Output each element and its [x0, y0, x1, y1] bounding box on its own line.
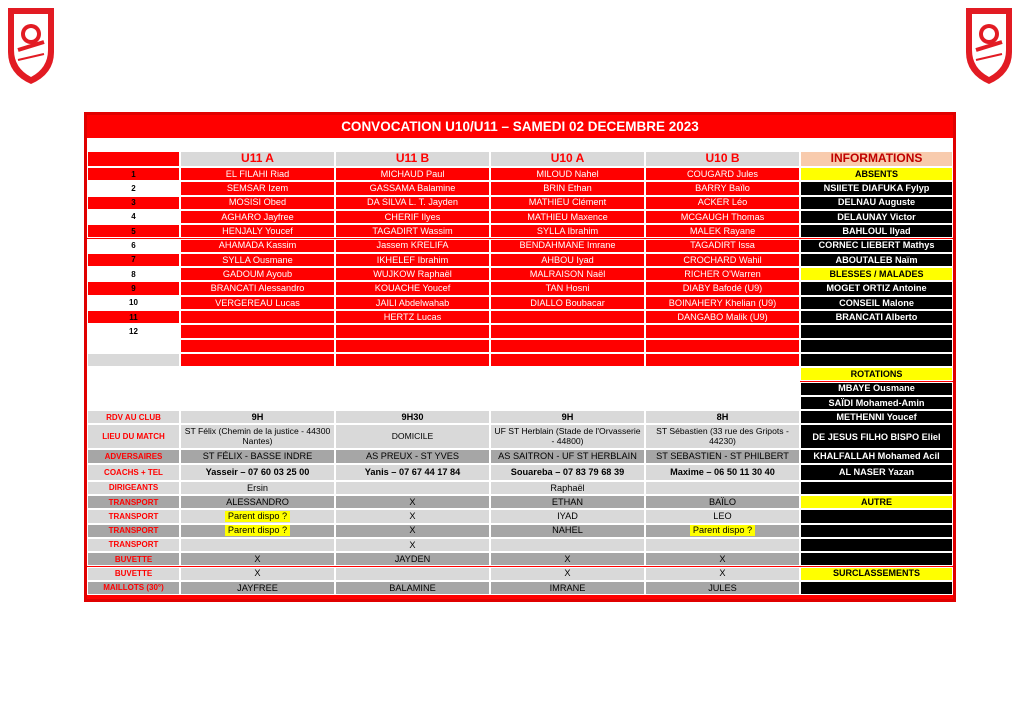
player-name: HERTZ Lucas — [335, 310, 490, 324]
detail-cell: UF ST Herblain (Stade de l'Orvasserie - 44800) — [490, 424, 645, 449]
detail-cell — [645, 481, 800, 495]
detail-cell: ST Sébastien (33 rue des Gripots - 44230) — [645, 424, 800, 449]
empty-row-label — [87, 353, 180, 367]
detail-cell: NAHEL — [490, 524, 645, 538]
player-number: 10 — [87, 296, 180, 310]
detail-cell: X — [180, 567, 335, 581]
team-header: U10 A — [490, 151, 645, 167]
detail-cell: X — [335, 524, 490, 538]
player-name: JAILI Abdelwahab — [335, 296, 490, 310]
detail-cell — [645, 538, 800, 552]
player-number: 11 — [87, 310, 180, 324]
detail-cell: ST SEBASTIEN - ST PHILBERT — [645, 449, 800, 463]
club-crest-logo-right — [962, 6, 1016, 86]
detail-cell — [180, 524, 335, 538]
player-name: MALEK Rayane — [645, 224, 800, 238]
info-cell: BRANCATI Alberto — [800, 310, 953, 324]
detail-cell: Yanis – 07 67 44 17 84 — [335, 464, 490, 481]
player-name: RICHER O'Warren — [645, 267, 800, 281]
empty-row-label — [87, 339, 180, 353]
player-name: AHBOU Iyad — [490, 253, 645, 267]
row-label: TRANSPORT — [87, 538, 180, 552]
detail-cell: Ersin — [180, 481, 335, 495]
detail-cell — [180, 538, 335, 552]
empty-row-cell — [490, 353, 645, 367]
detail-cell: Maxime – 06 50 11 30 40 — [645, 464, 800, 481]
player-name: CROCHARD Wahil — [645, 253, 800, 267]
info-cell — [800, 552, 953, 566]
player-number: 5 — [87, 224, 180, 238]
header-empty — [87, 151, 180, 167]
info-cell: MOGET ORTIZ Antoine — [800, 281, 953, 295]
player-name: MICHAUD Paul — [335, 167, 490, 181]
player-name: KOUACHE Youcef — [335, 281, 490, 295]
club-crest-logo-left — [4, 6, 58, 86]
player-name: TAN Hosni — [490, 281, 645, 295]
player-number: 8 — [87, 267, 180, 281]
info-cell: CONSEIL Malone — [800, 296, 953, 310]
detail-cell: X — [335, 538, 490, 552]
sheet-title: CONVOCATION U10/U11 – SAMEDI 02 DECEMBRE 2023 — [87, 115, 953, 138]
player-number: 1 — [87, 167, 180, 181]
detail-cell: 9H — [180, 410, 335, 424]
detail-cell: X — [335, 509, 490, 523]
player-name: IKHELEF Ibrahim — [335, 253, 490, 267]
player-name: TAGADIRT Issa — [645, 239, 800, 253]
detail-cell: JULES — [645, 581, 800, 595]
player-name: HENJALY Youcef — [180, 224, 335, 238]
detail-cell: 9H — [490, 410, 645, 424]
player-name: DIALLO Boubacar — [490, 296, 645, 310]
detail-cell: ETHAN — [490, 495, 645, 509]
detail-cell: Souareba – 07 83 79 68 39 — [490, 464, 645, 481]
player-name — [490, 324, 645, 338]
player-name: BRIN Ethan — [490, 181, 645, 195]
empty-row-cell — [645, 353, 800, 367]
info-cell — [800, 581, 953, 595]
info-cell: ROTATIONS — [800, 367, 953, 381]
detail-cell: AS SAITRON - UF ST HERBLAIN — [490, 449, 645, 463]
player-name: ACKER Léo — [645, 196, 800, 210]
detail-cell: ST FÉLIX - BASSE INDRE — [180, 449, 335, 463]
info-cell: AL NASER Yazan — [800, 464, 953, 481]
spacer-row — [87, 138, 953, 151]
detail-cell: 8H — [645, 410, 800, 424]
player-name — [645, 324, 800, 338]
player-name: Jassem KRELIFA — [335, 239, 490, 253]
info-cell — [800, 324, 953, 338]
player-name: COUGARD Jules — [645, 167, 800, 181]
player-name — [180, 324, 335, 338]
info-cell: DELAUNAY Victor — [800, 210, 953, 224]
player-name: MATHIEU Maxence — [490, 210, 645, 224]
empty-row-cell — [335, 353, 490, 367]
player-number: 6 — [87, 239, 180, 253]
row-label: RDV AU CLUB — [87, 410, 180, 424]
info-cell — [800, 524, 953, 538]
info-cell: ABOUTALEB Naïm — [800, 253, 953, 267]
player-number: 9 — [87, 281, 180, 295]
detail-cell: DOMICILE — [335, 424, 490, 449]
detail-cell — [490, 538, 645, 552]
player-name: AGHARO Jayfree — [180, 210, 335, 224]
info-cell: AUTRE — [800, 495, 953, 509]
player-name: MILOUD Nahel — [490, 167, 645, 181]
player-number: 12 — [87, 324, 180, 338]
player-name: GASSAMA Balamine — [335, 181, 490, 195]
detail-cell: IMRANE — [490, 581, 645, 595]
detail-cell: BAÏLO — [645, 495, 800, 509]
player-name: BENDAHMANE Imrane — [490, 239, 645, 253]
info-header: INFORMATIONS — [800, 151, 953, 167]
detail-cell: ALESSANDRO — [180, 495, 335, 509]
detail-cell: BALAMINE — [335, 581, 490, 595]
row-label: ADVERSAIRES — [87, 449, 180, 463]
info-cell: MBAYE Ousmane — [800, 382, 953, 396]
player-name: DANGABO Malik (U9) — [645, 310, 800, 324]
row-label: COACHS + TEL — [87, 464, 180, 481]
player-name — [180, 310, 335, 324]
convocation-sheet — [84, 112, 956, 602]
info-cell — [800, 538, 953, 552]
row-label: BUVETTE — [87, 567, 180, 581]
player-name: WUJKOW Raphaël — [335, 267, 490, 281]
player-name: GADOUM Ayoub — [180, 267, 335, 281]
team-header: U11 A — [180, 151, 335, 167]
player-name: BRANCATI Alessandro — [180, 281, 335, 295]
info-cell: NSIIETE DIAFUKA Fylyp — [800, 181, 953, 195]
detail-cell: LEO — [645, 509, 800, 523]
info-cell — [800, 481, 953, 495]
info-cell — [800, 509, 953, 523]
empty-row-cell — [490, 339, 645, 353]
player-name: EL FILAHI Riad — [180, 167, 335, 181]
detail-cell: JAYFREE — [180, 581, 335, 595]
player-name: SEMSAR Izem — [180, 181, 335, 195]
player-name: TAGADIRT Wassim — [335, 224, 490, 238]
empty-row-cell — [180, 353, 335, 367]
player-name: DIABY Bafodé (U9) — [645, 281, 800, 295]
detail-cell — [180, 509, 335, 523]
detail-cell: JAYDEN — [335, 552, 490, 566]
player-name: MALRAISON Naël — [490, 267, 645, 281]
team-header: U11 B — [335, 151, 490, 167]
row-label: BUVETTE — [87, 552, 180, 566]
team-header: U10 B — [645, 151, 800, 167]
row-label: TRANSPORT — [87, 509, 180, 523]
info-cell: DELNAU Auguste — [800, 196, 953, 210]
detail-cell: IYAD — [490, 509, 645, 523]
detail-cell — [645, 524, 800, 538]
player-number: 7 — [87, 253, 180, 267]
detail-cell — [335, 481, 490, 495]
player-number: 2 — [87, 181, 180, 195]
info-cell: BAHLOUL Ilyad — [800, 224, 953, 238]
parent-dispo-highlight: Parent dispo ? — [225, 511, 290, 522]
player-name: MATHIEU Clément — [490, 196, 645, 210]
detail-cell: Yasseir – 07 60 03 25 00 — [180, 464, 335, 481]
info-cell: BLESSES / MALADES — [800, 267, 953, 281]
detail-cell: 9H30 — [335, 410, 490, 424]
parent-dispo-highlight: Parent dispo ? — [690, 525, 755, 536]
player-name: AHAMADA Kassim — [180, 239, 335, 253]
player-number: 4 — [87, 210, 180, 224]
info-cell: METHENNI Youcef — [800, 410, 953, 424]
detail-cell: AS PREUX - ST YVES — [335, 449, 490, 463]
row-label: TRANSPORT — [87, 495, 180, 509]
info-cell: DE JESUS FILHO BISPO Eliel — [800, 424, 953, 449]
detail-cell — [335, 567, 490, 581]
parent-dispo-highlight: Parent dispo ? — [225, 525, 290, 536]
empty-row-cell — [645, 339, 800, 353]
detail-cell: X — [180, 552, 335, 566]
player-name: SYLLA Ousmane — [180, 253, 335, 267]
empty-row-cell — [180, 339, 335, 353]
player-name: CHERIF Ilyes — [335, 210, 490, 224]
detail-cell: X — [490, 552, 645, 566]
spacer-band — [87, 367, 800, 410]
player-name: DA SILVA L. T. Jayden — [335, 196, 490, 210]
player-name: MCGAUGH Thomas — [645, 210, 800, 224]
info-cell: ABSENTS — [800, 167, 953, 181]
info-cell — [800, 339, 953, 353]
row-label: DIRIGEANTS — [87, 481, 180, 495]
detail-cell: X — [335, 495, 490, 509]
detail-cell: ST Félix (Chemin de la justice - 44300 Nantes) — [180, 424, 335, 449]
info-cell: SAÏDI Mohamed-Amin — [800, 396, 953, 410]
detail-cell: X — [645, 567, 800, 581]
info-cell: KHALFALLAH Mohamed Acil — [800, 449, 953, 463]
detail-cell: Raphaël — [490, 481, 645, 495]
info-cell: CORNEC LIEBERT Mathys — [800, 239, 953, 253]
player-name: BOINAHERY Khelian (U9) — [645, 296, 800, 310]
info-cell — [800, 353, 953, 367]
player-name — [490, 310, 645, 324]
player-name: BARRY Baïlo — [645, 181, 800, 195]
row-label: LIEU DU MATCH — [87, 424, 180, 449]
player-name: MOSISI Obed — [180, 196, 335, 210]
player-number: 3 — [87, 196, 180, 210]
player-name: SYLLA Ibrahim — [490, 224, 645, 238]
row-label: TRANSPORT — [87, 524, 180, 538]
detail-cell: X — [645, 552, 800, 566]
detail-cell: X — [490, 567, 645, 581]
player-name: VERGEREAU Lucas — [180, 296, 335, 310]
empty-row-cell — [335, 339, 490, 353]
row-label: MAILLOTS (30°) — [87, 581, 180, 595]
player-name — [335, 324, 490, 338]
info-cell: SURCLASSEMENTS — [800, 567, 953, 581]
